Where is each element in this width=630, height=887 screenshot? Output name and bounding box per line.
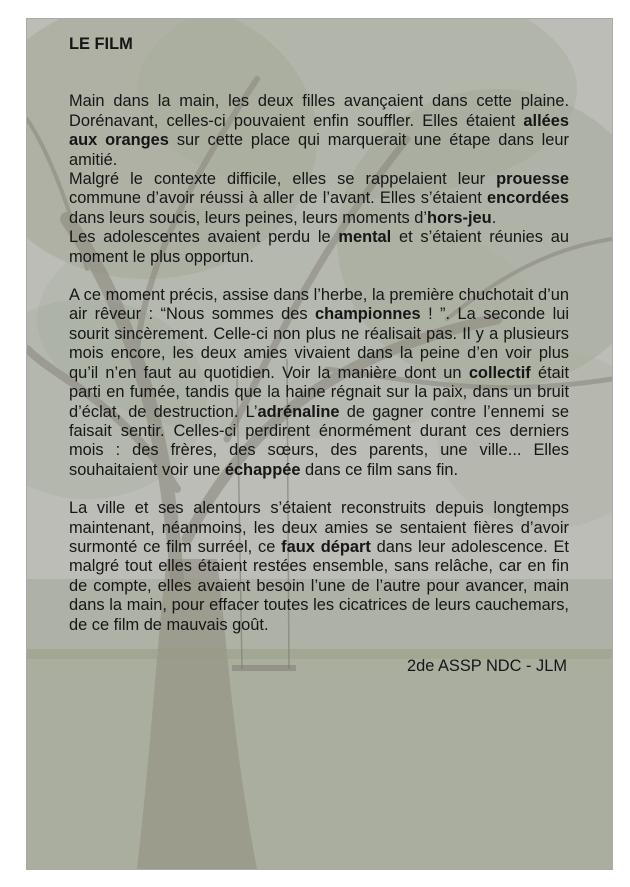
text-run: Main dans la main, les deux filles avançaient dans cette plaine. Dorénavant, celles-ci pouvaient enfin souffler. Elles étaient	[69, 92, 569, 130]
text-run: dans ce film sans fin.	[300, 460, 459, 479]
bold-term: championnes	[314, 305, 421, 324]
paragraph-3	[69, 228, 569, 267]
bold-term: encordées	[487, 189, 569, 208]
bold-term: allées aux oranges	[69, 111, 569, 150]
paragraph-gap	[69, 480, 569, 499]
bold-term: hors-jeu	[427, 208, 492, 227]
bold-term: faux départ	[281, 537, 371, 556]
document-page	[26, 18, 613, 870]
signature: 2de ASSP NDC - JLM	[406, 656, 567, 675]
text-run: dans leurs soucis, leurs peines, leurs moments d’	[69, 208, 428, 227]
text-run: de gagner contre l’ennemi se faisait sentir. Celles-ci perdirent énormément durant ces derniers mois : des frères, des sœurs, des parents, une ville... Elles souhaitaient voir une	[69, 402, 569, 479]
text-run: sur cette place qui marquerait une étape dans leur amitié.	[69, 131, 569, 169]
bold-term: adrénaline	[257, 402, 340, 421]
text-run: A ce moment précis, assise dans l’herbe, la première chuchotait d’un air rêveur : “Nous sommes des	[69, 286, 569, 324]
text-run: commune d’avoir réussi à aller de l’avant. Elles s’étaient	[69, 189, 487, 208]
document-text	[69, 35, 569, 676]
document-title: LE FILM	[69, 35, 133, 53]
bold-term: collectif	[468, 363, 531, 382]
paragraph-5	[69, 499, 569, 635]
text-run: dans leur adolescence. Et malgré tout elles étaient restées ensemble, sans relâche, car en fin de compte, elles avaient besoin l’une de l’autre pour avancer, main dans la main, pour effacer toutes les cicatrices de leurs cauchemars, de ce film de mauvais goût.	[69, 537, 569, 634]
text-run: La ville et ses alentours s’étaient reconstruits depuis longtemps maintenant, néanmoins, les deux amies se sentaient fières d’avoir surmonté ce film surréel, ce	[69, 499, 569, 556]
paragraph-1	[69, 92, 569, 170]
bold-term: échappée	[224, 460, 301, 479]
text-run: ! ”. La seconde lui sourit sincèrement. Celle-ci non plus ne réalisait pas. Il y a plusieurs mois encore, les deux amies vivaient dans la peine d’en voir plus qu’il n’en faut au quotidien. Voir la manière dont un	[69, 305, 569, 382]
text-run: et s’étaient réunies au moment le plus opportun.	[69, 228, 569, 266]
paragraph-gap	[69, 267, 569, 286]
paragraph-4	[69, 286, 569, 480]
bold-term: prouesse	[496, 170, 569, 189]
text-run: Malgré le contexte difficile, elles se rappelaient leur	[69, 170, 497, 189]
text-run: était parti en fumée, tandis que la haine régnait sur la paix, dans un bruit d’éclat, de destruction. L’	[69, 363, 569, 421]
text-run: .	[491, 208, 497, 227]
text-run: Les adolescentes avaient perdu le	[69, 228, 339, 247]
paragraph-2	[69, 170, 569, 228]
bold-term: mental	[338, 228, 392, 247]
